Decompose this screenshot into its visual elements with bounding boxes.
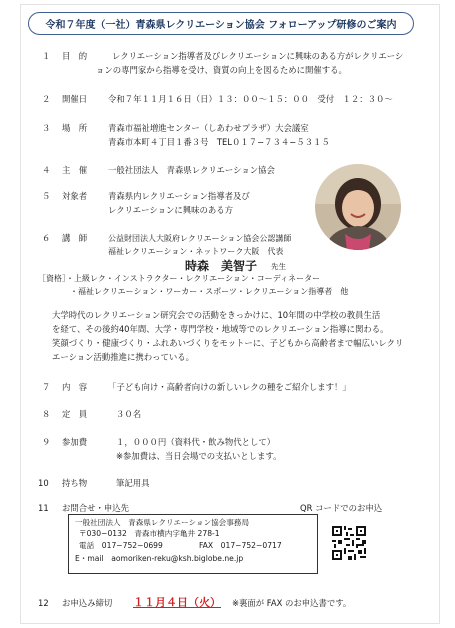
date-value: 令和７年１１月１６日（日）１３：００〜１５：００ 受付 １２：３０〜 xyxy=(108,94,393,104)
item-label: 目 的 xyxy=(62,51,88,61)
item-label: 内 容 xyxy=(62,382,88,392)
deadline-note: ※裏面が FAX のお申込書です。 xyxy=(232,598,352,608)
purpose-line-1: レクリエーション指導者及びレクリエーションに興味のある方がレクリエーシ xyxy=(112,51,404,61)
item-number: ６ xyxy=(42,233,51,243)
purpose-line-2: ョンの専門家から指導を受け、資質の向上を図るために開催する。 xyxy=(96,65,347,75)
deadline-date: １１月４日（火） xyxy=(133,596,221,609)
qr-code-icon[interactable] xyxy=(330,524,368,562)
bio-line: エーション活動推進に携わっている。 xyxy=(52,352,194,362)
item-label: お問合せ・申込先 xyxy=(62,503,129,513)
page-title: 令和７年度（一社）青森県レクリエーション協会 フォローアップ研修のご案内 xyxy=(28,12,414,35)
contact-fax: FAX 017−752−0717 xyxy=(199,541,282,550)
item-label: 対象者 xyxy=(62,191,88,201)
content-value: 「子ども向け・高齢者向けの新しいレクの種をご紹介します！」 xyxy=(108,382,351,392)
item-label: 参加費 xyxy=(62,437,88,447)
contact-box xyxy=(68,514,318,574)
item-number: 10 xyxy=(38,478,49,488)
item-number: ９ xyxy=(42,437,51,447)
item-label: 定 員 xyxy=(62,409,88,419)
item-label: お申込み締切 xyxy=(62,598,113,608)
item-label: 場 所 xyxy=(62,123,88,133)
item-number: ４ xyxy=(42,165,51,175)
item-number: １ xyxy=(42,51,51,61)
bio-line: 大学時代のレクリエーション研究会での活動をきっかけに、10年間の中学校の教員生活 xyxy=(52,310,381,320)
item-number: ７ xyxy=(42,382,51,392)
bio-line: を経て、その後約40年間、大学・専門学校・地域等でのレクリエーション指導に関わる。 xyxy=(52,324,389,334)
item-number: ２ xyxy=(42,94,51,104)
lecturer-honorific: 先生 xyxy=(271,262,286,271)
target-line-2: レクリエーションに興味のある方 xyxy=(108,205,233,215)
capacity-value: ３０名 xyxy=(116,409,142,419)
qr-label: QR コードでのお申込 xyxy=(300,503,383,513)
bio-line: 笑顔づくり・健康づくり・ふれあいづくりをモットーに、子どもから高齢者まで幅広いレクリ xyxy=(52,338,404,348)
item-number: 12 xyxy=(38,598,49,608)
item-label: 持ち物 xyxy=(62,478,88,488)
contact-tel: 電話 017−752−0699 xyxy=(79,541,163,550)
contact-org: 一般社団法人 青森県レクリエーション協会事務局 xyxy=(75,518,250,527)
lecturer-photo xyxy=(315,164,401,250)
item-number: ３ xyxy=(42,123,51,133)
contact-email[interactable]: E・mail aomoriken-reku@ksh.biglobe.ne.jp xyxy=(75,554,244,563)
venue-line-2: 青森市本町４丁目１番３号 TEL０１７−７３４−５３１５ xyxy=(108,137,330,147)
lecturer-name: 時森 美智子 xyxy=(185,259,258,273)
lecturer-affiliation-1: 公益財団法人大阪府レクリエーション協会公認講師 xyxy=(108,234,292,243)
target-line-1: 青森県内レクリエーション指導者及び xyxy=(108,191,250,201)
item-label: 講 師 xyxy=(62,233,88,243)
credentials-line-2: ・福祉レクリエーション・ワーカー・スポーツ・レクリエーション指導者 他 xyxy=(70,287,349,296)
item-label: 開催日 xyxy=(62,94,88,104)
item-label: 主 催 xyxy=(62,165,88,175)
fee-value: １，０００円（資料代・飲み物代として） xyxy=(116,437,276,447)
credentials-line-1: ［資格］・上級レク・インストラクター・レクリエーション・コーディネーター xyxy=(38,274,321,283)
organizer-value: 一般社団法人 青森県レクリエーション協会 xyxy=(108,165,275,175)
item-number: 11 xyxy=(38,503,49,513)
item-number: ５ xyxy=(42,191,51,201)
item-number: ８ xyxy=(42,409,51,419)
bring-value: 筆記用具 xyxy=(116,478,150,488)
venue-line-1: 青森市福祉増進センター（しあわせプラザ）大会議室 xyxy=(108,123,309,133)
lecturer-affiliation-2: 福祉レクリエーション・ネットワーク大阪 代表 xyxy=(108,247,284,256)
contact-address: 〒030−0132 青森市横内字亀井 278-1 xyxy=(79,529,220,538)
fee-note: ※参加費は、当日会場での支払いとします。 xyxy=(116,451,282,461)
